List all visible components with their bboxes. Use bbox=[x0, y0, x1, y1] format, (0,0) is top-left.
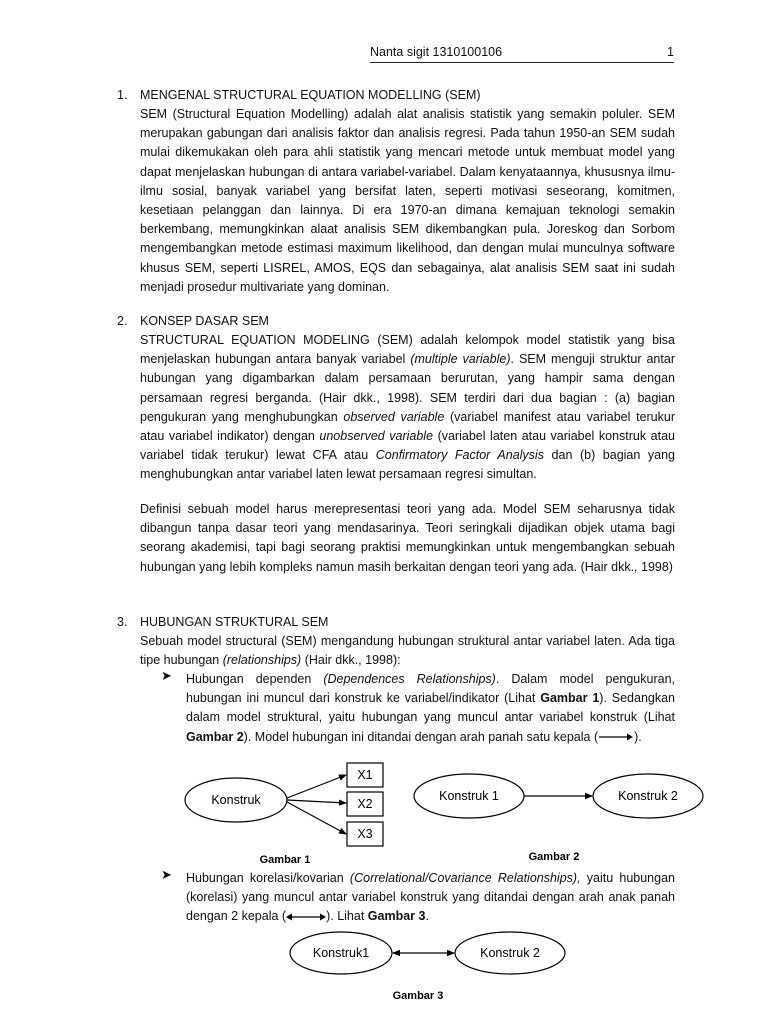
section-2-paragraph-2: Definisi sebuah model harus merepresentasi teori yang ada. Model SEM seharusnya tidak dibangun tanpa dasar teori yang mendasarinya. Teori seringkali dijadikan objek utama bagi seorang akademisi, tapi bagi seorang praktisi memungkinkan untuk mengembangkan sebuah hubungan yang lebih kompleks namun masih berkaitan dengan teori yang ada. (Hair dkk., 1998) bbox=[140, 502, 675, 574]
construct-label: Konstruk bbox=[211, 793, 261, 807]
page-number: 1 bbox=[667, 45, 674, 59]
construct2-label: Konstruk 2 bbox=[480, 946, 540, 960]
double-arrow-icon bbox=[286, 912, 326, 922]
indicator-label-x3: X3 bbox=[357, 827, 373, 841]
indicator-label-x2: X2 bbox=[357, 797, 373, 811]
construct-1-label: Konstruk 1 bbox=[439, 789, 499, 803]
figure-2 bbox=[414, 774, 703, 863]
bullet-dependence: Hubungan dependen (Dependences Relationships). Dalam model pengukuran, hubungan ini muncul dari konstruk ke variabel/indikator (Lihat Gambar 1). Sedangkan dalam model struktural, yaitu hubungan yang muncul antar variabel konstruk (Lihat Gambar 2). Model hubungan ini ditandai dengan arah panah satu kepala ( ). bbox=[186, 672, 676, 744]
arrow-to-x1 bbox=[287, 775, 346, 798]
figure-3 bbox=[290, 932, 565, 1002]
section-2-number: 2. bbox=[117, 314, 128, 328]
section-1-title: MENGENAL STRUCTURAL EQUATION MODELLING (SEM) bbox=[140, 88, 481, 102]
section-3-title: HUBUNGAN STRUKTURAL SEM bbox=[140, 615, 329, 629]
construct-2-label: Konstruk 2 bbox=[618, 789, 678, 803]
arrow-to-x3 bbox=[287, 802, 346, 834]
figure-1-caption: Gambar 1 bbox=[259, 854, 311, 866]
figure-1 bbox=[185, 763, 383, 866]
construct1-label: Konstruk1 bbox=[312, 946, 370, 960]
section-3-paragraph: Sebuah model structural (SEM) mengandung hubungan struktural antar variabel laten. Ada tiga tipe hubungan (relationships) (Hair dkk., 1998): bbox=[140, 634, 675, 668]
figure-3-caption: Gambar 3 bbox=[392, 990, 444, 1002]
section-1-number: 1. bbox=[117, 88, 128, 102]
section-1-paragraph: SEM (Structural Equation Modelling) adalah alat analisis statistik yang semakin poluler. SEM merupakan gabungan dari analisis faktor dan analisis regresi. Pada tahun 1950-an SEM sudah mulai dikemukakan oleh para ahli statistik yang mencari metode untuk membuat model yang dapat menjelaskan hubungan di antara variabel-variabel. Dalam kenyataannya, khususnya ilmu-ilmu sosial, banyak variabel yang bersifat laten, seperti motivasi seseorang, komitmen, kesetiaan pelanggan dan lainnya. Di era 1970-an dimana kemajuan teknologi semakin berkembang, memungkinkan alaat analisis SEM dikembangkan pula. Joreskog dan Sorbom mengembangkan metode estimasi maximum likelihood, dan dengan mulai munculnya software khusus SEM, seperti LISREL, AMOS, EQS dan sebagainya, alat analisis SEM saat ini sudah menjadi prosedur multivariate yang dominan. bbox=[140, 107, 675, 294]
section-3-number: 3. bbox=[117, 615, 128, 629]
author-name: Nanta sigit 1310100106 bbox=[370, 45, 503, 59]
arrow-bullet-icon: ➤ bbox=[161, 668, 172, 683]
indicator-label-x1: X1 bbox=[357, 768, 373, 782]
section-2-paragraph-1: STRUCTURAL EQUATION MODELING (SEM) adalah kelompok model statistik yang bisa menjelaskan hubungan antara banyak variabel (multiple variable). SEM menguji struktur antar hubungan yang digambarkan dalam persamaan berurutan, yang hampir sama dengan persamaan regresi berganda. (Hair dkk., 1998). SEM terdiri dari dua bagian : (a) bagian pengukuran yang menghubungkan observed variable (variabel manifest atau variabel terukur atau variabel indikator) dengan unobserved variable (variabel laten atau variabel konstruk atau variabel tidak terukur) lewat CFA atau Confirmatory Factor Analysis dan (b) bagian yang menghubungkan antar variabel laten lewat persamaan regresi simultan. bbox=[140, 333, 676, 482]
arrow-to-x2 bbox=[287, 800, 346, 803]
bullet-covariance: Hubungan korelasi/kovarian (Correlational/Covariance Relationships), yaitu hubungan (korelasi) yang muncul antar variabel konstruk yang ditandai dengan arah anak panah dengan 2 kepala ( ). Lihat Gambar 3. bbox=[186, 871, 675, 924]
figure-2-caption: Gambar 2 bbox=[528, 851, 580, 863]
section-2-title: KONSEP DASAR SEM bbox=[140, 314, 269, 328]
arrow-bullet-icon: ➤ bbox=[161, 867, 172, 882]
